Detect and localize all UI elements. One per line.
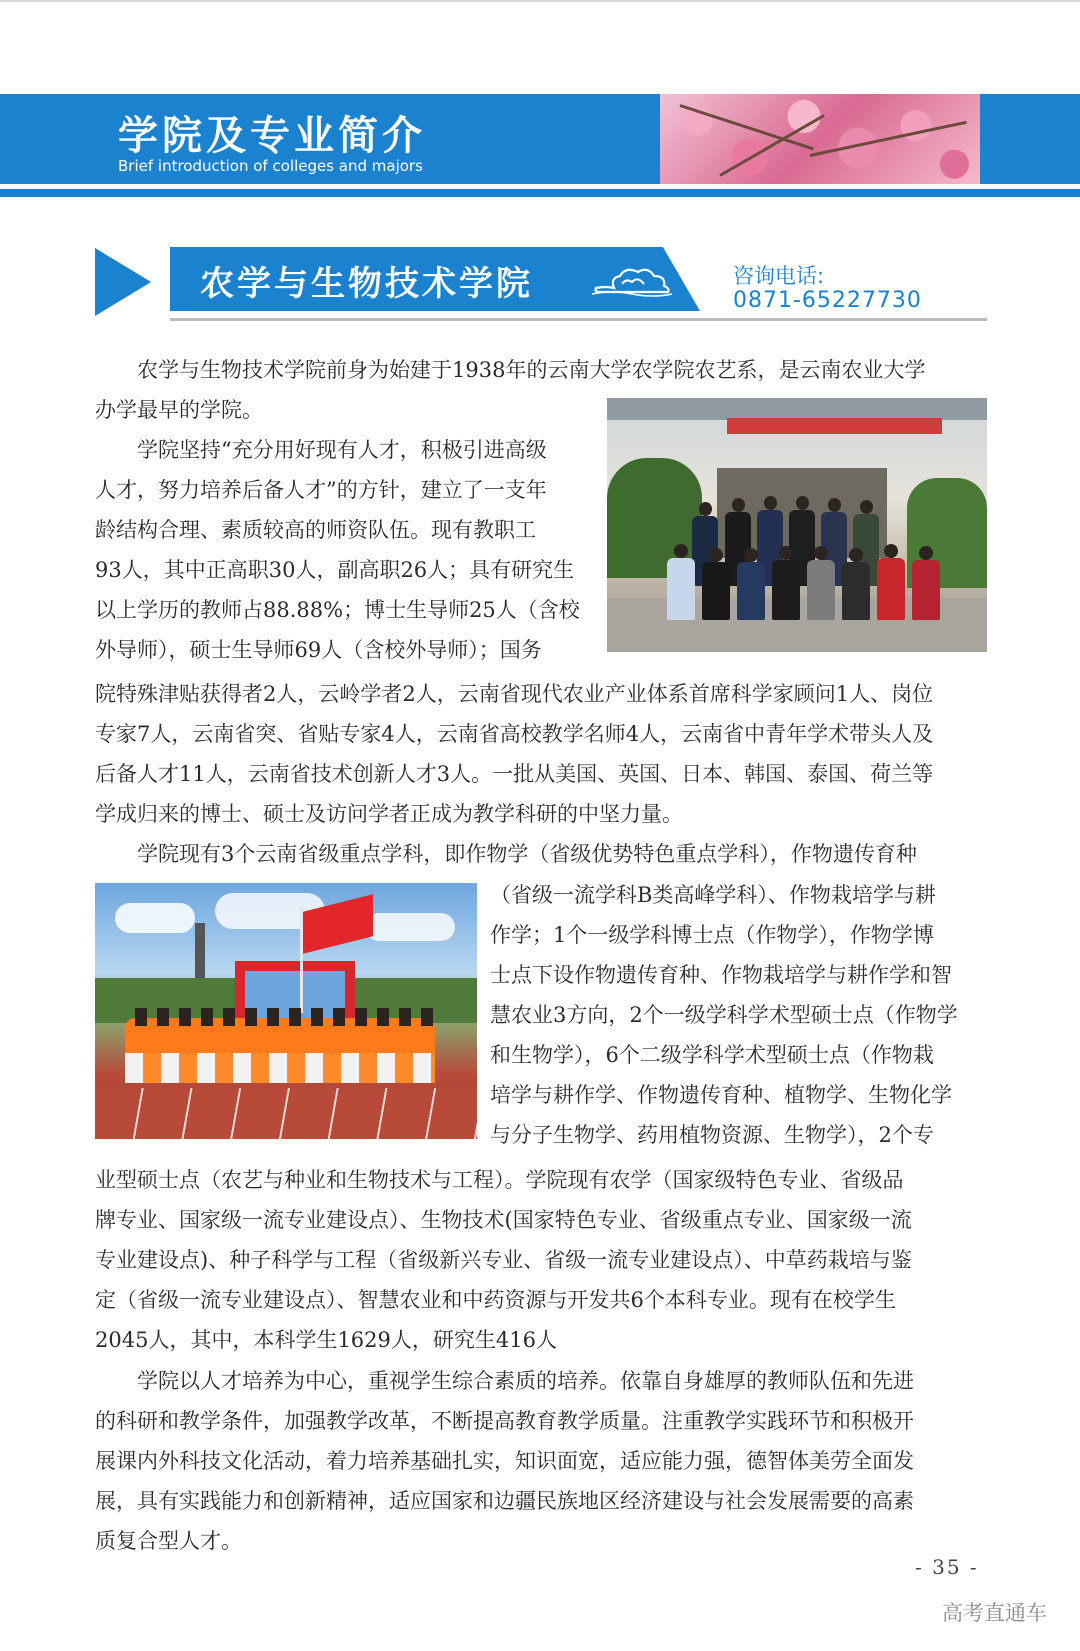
paragraph-line: 培学与耕作学、作物遗传育种、植物学、生物化学	[490, 1083, 952, 1107]
section-title: 农学与生物技术学院	[200, 264, 533, 304]
paragraph-line: 士点下设作物遗传育种、作物栽培学与耕作学和智	[490, 963, 952, 987]
paragraph-line: 展课内外科技文化活动，着力培养基础扎实，知识面宽，适应能力强，德智体美劳全面发	[95, 1449, 914, 1473]
paragraph-line: 外导师），硕士生导师69人（含校外导师）；国务	[95, 638, 542, 662]
page-number: - 35 -	[915, 1555, 979, 1579]
paragraph-line: 93人，其中正高职30人，副高职26人；具有研究生	[95, 558, 575, 582]
cherry-blossom-photo	[660, 94, 980, 184]
paragraph-line: 业型硕士点（农艺与种业和生物技术与工程）。学院现有农学（国家级特色专业、省级品	[95, 1168, 904, 1192]
paragraph-line: 作学；1个一级学科博士点（作物学），作物学博	[490, 923, 934, 947]
paragraph-line: 学院以人才培养为中心，重视学生综合素质的培养。依靠自身雄厚的教师队伍和先进	[137, 1369, 914, 1393]
paragraph-line: 学院现有3个云南省级重点学科，即作物学（省级优势特色重点学科），作物遗传育种	[137, 842, 917, 866]
section-rule	[170, 318, 987, 321]
paragraph-line: 的科研和教学条件，加强教学改革，不断提高教育教学质量。注重教学实践环节和积极开	[95, 1409, 914, 1433]
paragraph-line: 院特殊津贴获得者2人，云岭学者2人，云南省现代农业产业体系首席科学家顾问1人、岗位	[95, 682, 934, 706]
paragraph-line: 慧农业3方向，2个一级学科学术型硕士点（作物学	[490, 1003, 958, 1027]
header-underline	[0, 189, 1080, 197]
auspicious-cloud-icon	[592, 262, 672, 298]
watermark: 高考直通车	[942, 1601, 1047, 1625]
paragraph-line: 与分子生物学、药用植物资源、生物学），2个专	[490, 1123, 934, 1147]
paragraph-line: 2045人，其中，本科学生1629人，研究生416人	[95, 1328, 557, 1352]
paragraph-line: 办学最早的学院。	[95, 398, 263, 422]
paragraph-line: 以上学历的教师占88.88%；博士生导师25人（含校	[95, 598, 580, 622]
contact-phone: 0871-65227730	[733, 288, 922, 313]
header-title: 学院及专业简介	[118, 113, 426, 159]
paragraph-line: 学院坚持“充分用好现有人才，积极引进高级	[137, 438, 547, 462]
paragraph-line: 后备人才11人，云南省技术创新人才3人。一批从美国、英国、日本、韩国、泰国、荷兰等	[95, 762, 934, 786]
students-track-photo	[95, 883, 477, 1139]
top-rule	[0, 0, 1080, 2]
paragraph-line: 牌专业、国家级一流专业建设点）、生物技术(国家特色专业、省级重点专业、国家级一流	[95, 1208, 912, 1232]
faculty-group-photo	[607, 398, 987, 652]
paragraph-line: 学成归来的博士、硕士及访问学者正成为教学科研的中坚力量。	[95, 802, 683, 826]
paragraph-line: 展，具有实践能力和创新精神，适应国家和边疆民族地区经济建设与社会发展需要的高素	[95, 1489, 914, 1513]
paragraph-line: 专家7人，云南省突、省贴专家4人，云南省高校教学名师4人，云南省中青年学术带头人及	[95, 722, 934, 746]
paragraph-line: 定（省级一流专业建设点）、智慧农业和中药资源与开发共6个本科专业。现有在校学生	[95, 1288, 896, 1312]
contact-label: 咨询电话:	[733, 264, 825, 288]
play-arrow-icon	[95, 248, 151, 316]
paragraph-line: 和生物学），6个二级学科学术型硕士点（作物栽	[490, 1043, 934, 1067]
paragraph-line: （省级一流学科B类高峰学科）、作物栽培学与耕	[490, 883, 936, 907]
paragraph-line: 专业建设点)、种子科学与工程（省级新兴专业、省级一流专业建设点）、中草药栽培与鉴	[95, 1248, 912, 1272]
paragraph-line: 人才，努力培养后备人才”的方针，建立了一支年	[95, 478, 547, 502]
header-subtitle: Brief introduction of colleges and majors	[118, 157, 423, 175]
paragraph-line: 质复合型人才。	[95, 1529, 242, 1553]
paragraph-line: 龄结构合理、素质较高的师资队伍。现有教职工	[95, 518, 536, 542]
paragraph-line: 农学与生物技术学院前身为始建于1938年的云南大学农学院农艺系，是云南农业大学	[137, 358, 926, 382]
